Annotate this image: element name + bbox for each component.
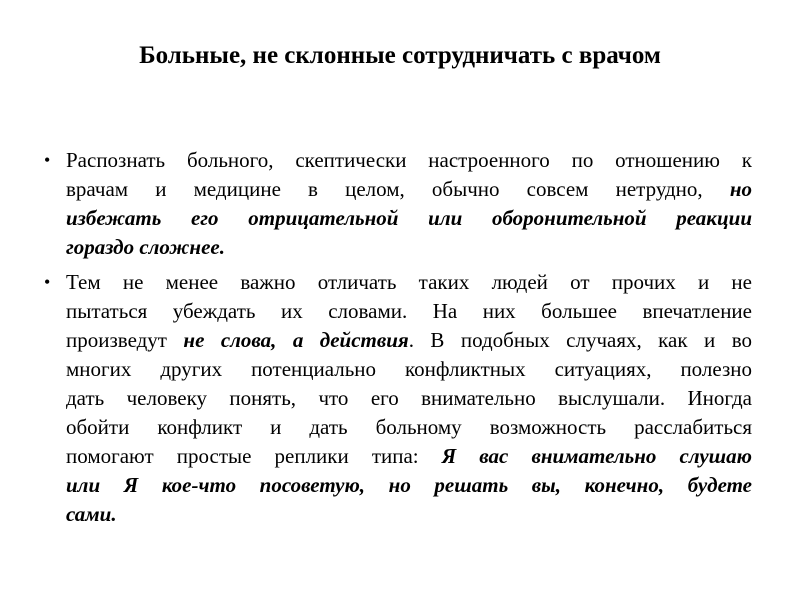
text-line bbox=[66, 384, 752, 413]
text-line bbox=[66, 355, 752, 384]
bullet-paragraph-1 bbox=[44, 146, 752, 262]
text-line bbox=[66, 442, 752, 471]
emphasized-text: не слова, а действия bbox=[183, 328, 409, 352]
emphasized-text: Я вас внимательно слушаю bbox=[441, 444, 752, 468]
text-line bbox=[66, 233, 752, 262]
bullet-icon: • bbox=[44, 150, 51, 170]
emphasized-text: но bbox=[729, 177, 752, 201]
text-line bbox=[66, 471, 752, 500]
body-text: помогают простые реплики типа: bbox=[66, 444, 442, 468]
text-line bbox=[66, 268, 752, 297]
text-line bbox=[66, 146, 752, 175]
body-text: произведут bbox=[66, 328, 184, 352]
bullet-paragraph-2 bbox=[44, 268, 752, 529]
emphasized-text: сами. bbox=[66, 502, 117, 526]
text-line bbox=[66, 204, 752, 233]
text-line bbox=[66, 500, 752, 529]
body-text: многих других потенциально конфликтных ситуациях, полезно bbox=[66, 357, 752, 381]
body-text: дать человеку понять, что его внимательно выслушали. Иногда bbox=[66, 386, 752, 410]
body-text: . В подобных случаях, как и во bbox=[408, 328, 752, 352]
text-line bbox=[66, 175, 752, 204]
body-text: Тем не менее важно отличать таких людей от прочих и не bbox=[66, 270, 752, 294]
emphasized-text: гораздо сложнее. bbox=[66, 235, 225, 259]
emphasized-text: избежать его отрицательной или оборонительной реакции bbox=[66, 206, 752, 230]
body-text: врачам и медицине в целом, обычно совсем нетрудно, bbox=[66, 177, 730, 201]
text-line bbox=[66, 297, 752, 326]
text-line bbox=[66, 413, 752, 442]
body-text: Распознать больного, скептически настроенного по отношению к bbox=[66, 148, 752, 172]
bullet-icon: • bbox=[44, 272, 51, 292]
text-line bbox=[66, 326, 752, 355]
body-text: обойти конфликт и дать больному возможность расслабиться bbox=[66, 415, 752, 439]
emphasized-text: или Я кое-что посоветую, но решать вы, конечно, будете bbox=[66, 473, 752, 497]
body-text: пытаться убеждать их словами. На них большее впечатление bbox=[66, 299, 752, 323]
slide-title: Больные, не склонные сотрудничать с врачом bbox=[139, 42, 661, 69]
